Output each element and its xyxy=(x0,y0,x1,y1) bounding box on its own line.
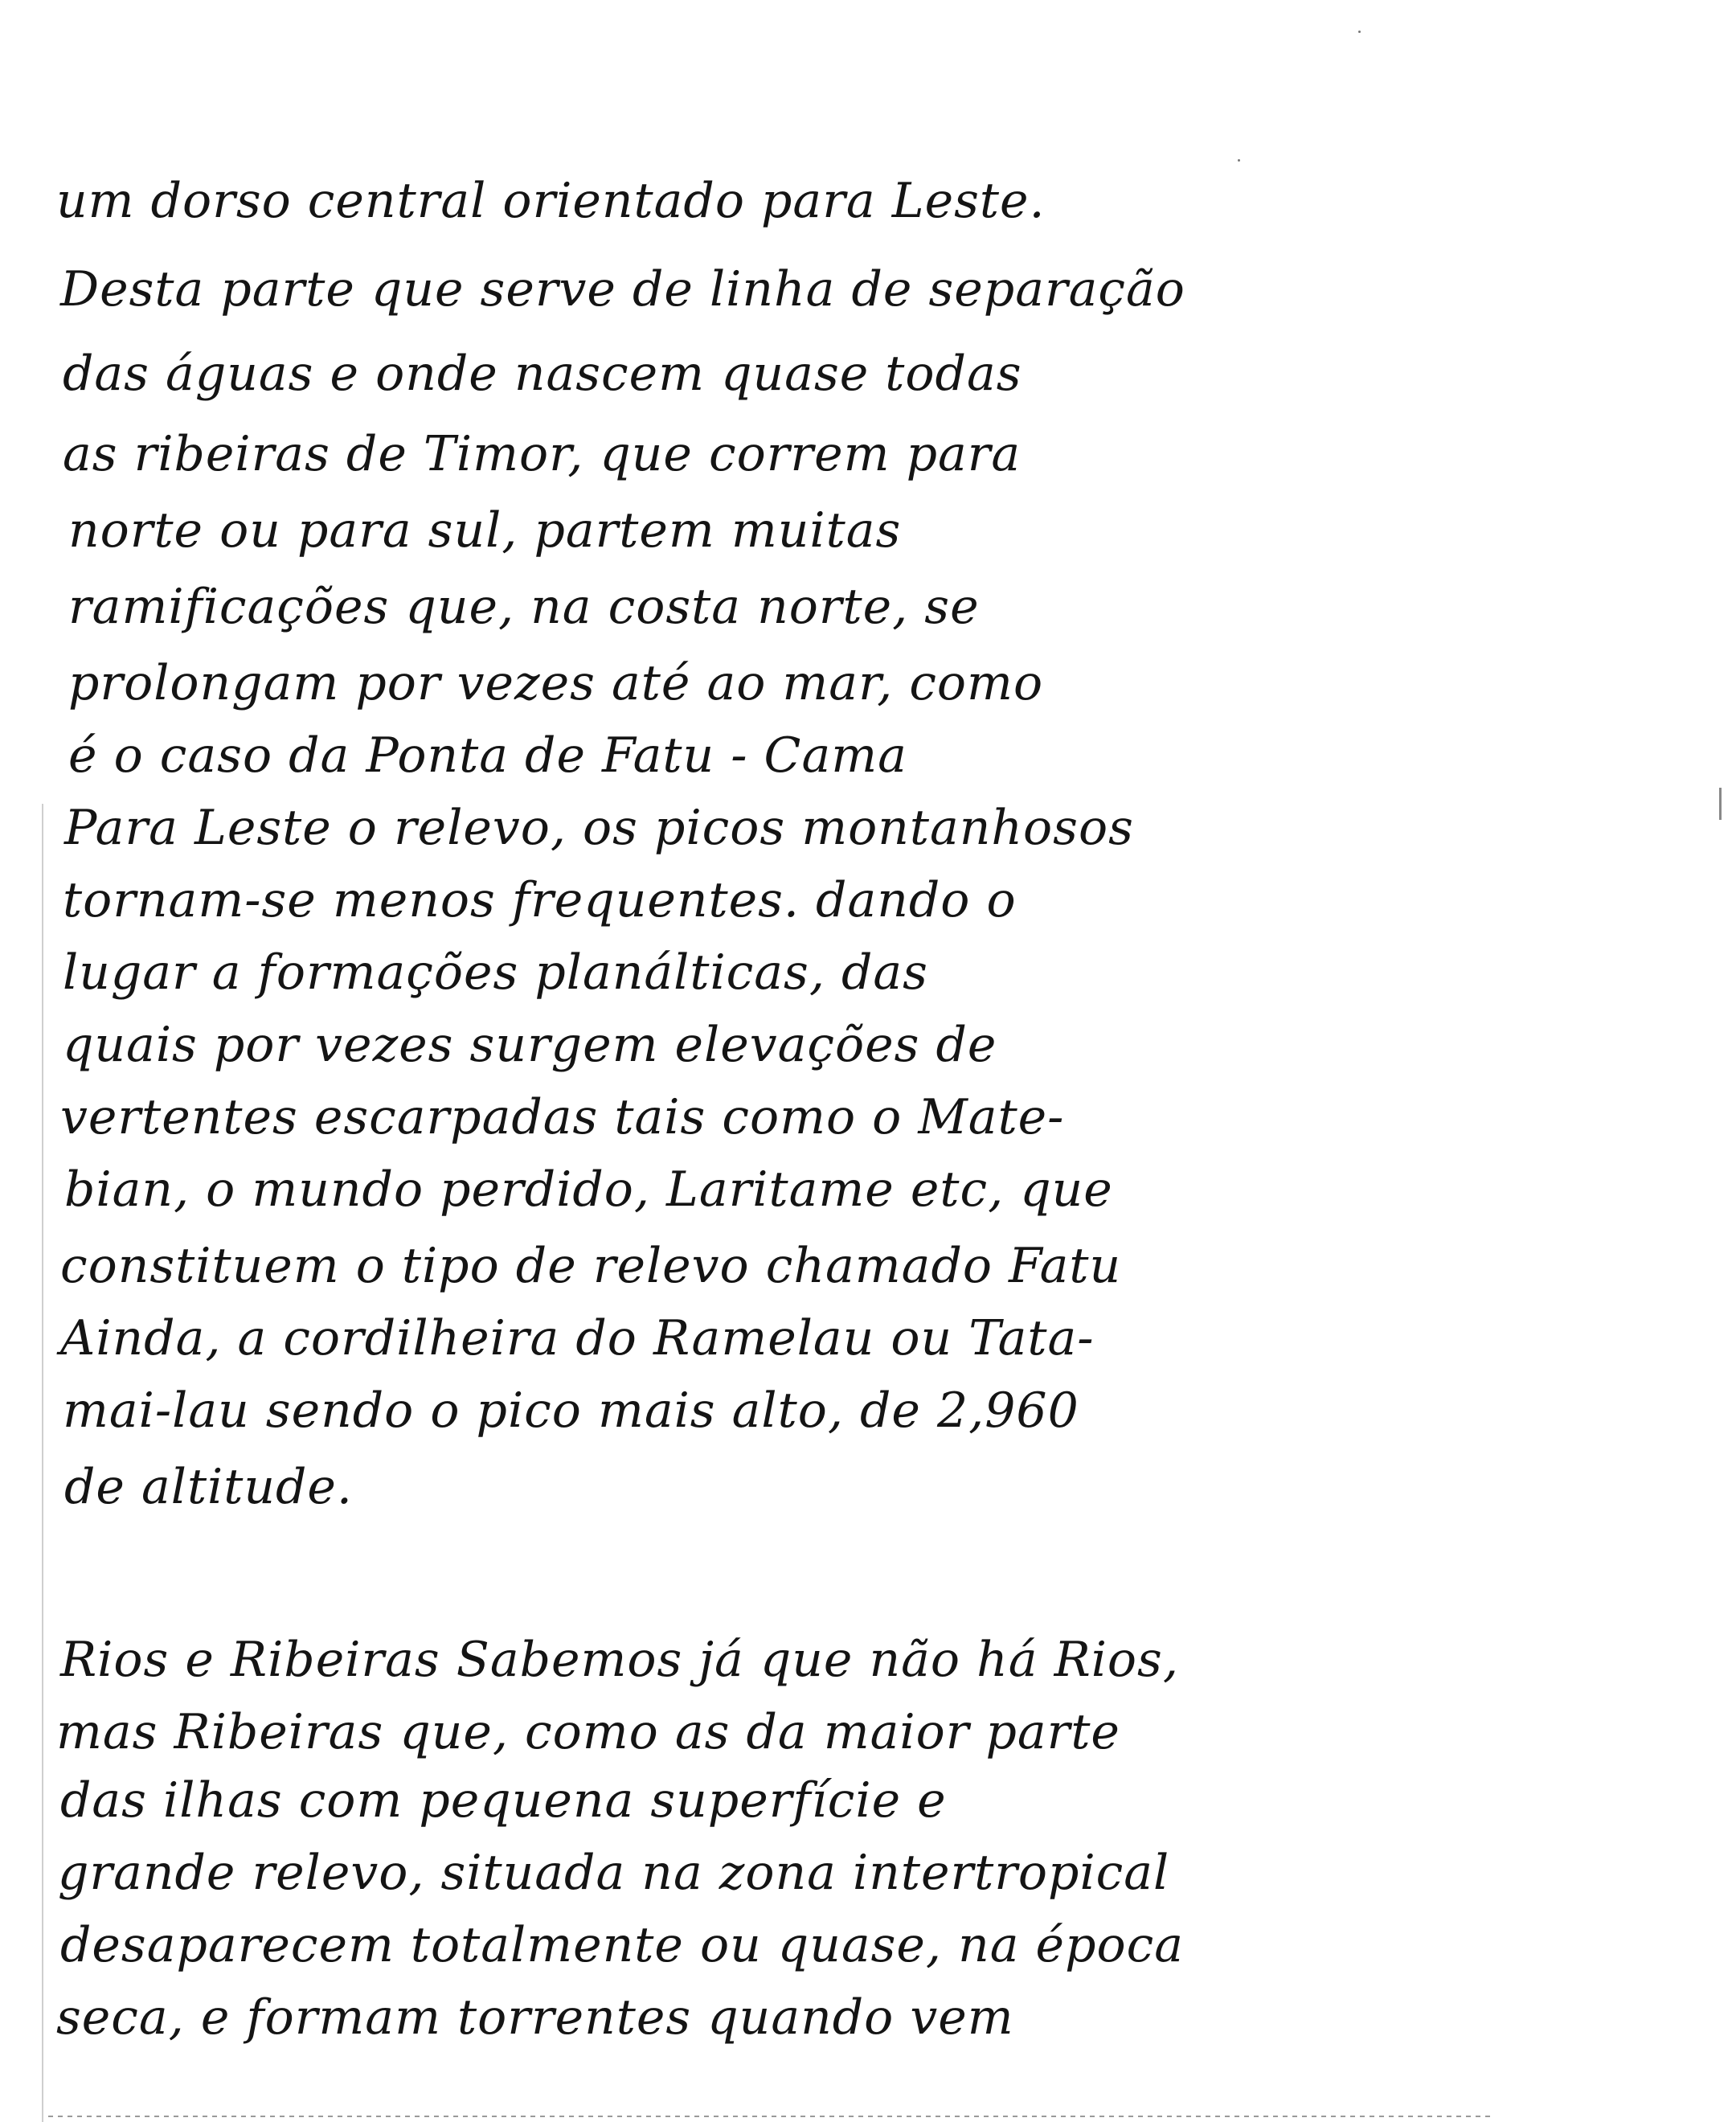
text-line: seca, e formam torrentes quando vem xyxy=(56,1989,1014,2046)
text-line: das águas e onde nascem quase todas xyxy=(63,346,1022,402)
text-line: tornam-se menos frequentes. dando o xyxy=(63,872,1017,928)
text-line: quais por vezes surgem elevações de xyxy=(63,1017,997,1073)
text-line: vertentes escarpadas tais como o Mate- xyxy=(60,1089,1065,1145)
text-line: desaparecem totalmente ou quase, na época xyxy=(60,1917,1184,1973)
text-line: bian, o mundo perdido, Laritame etc, que xyxy=(64,1161,1113,1218)
text-line: é o caso da Ponta de Fatu - Cama xyxy=(68,727,907,784)
text-line: Rios e Ribeiras Sabemos já que não há Rios, xyxy=(60,1632,1179,1688)
text-line: ramificações que, na costa norte, se xyxy=(68,579,980,635)
text-line: um dorso central orientado para Leste. xyxy=(56,173,1046,229)
text-line: lugar a formações planálticas, das xyxy=(63,944,928,1001)
text-line: de altitude. xyxy=(64,1459,353,1515)
text-line: grande relevo, situada na zona intertropical xyxy=(58,1845,1170,1901)
text-line: as ribeiras de Timor, que correm para xyxy=(63,426,1022,482)
text-line: Ainda, a cordilheira do Ramelau ou Tata- xyxy=(60,1310,1095,1366)
text-line: constituem o tipo de relevo chamado Fatu xyxy=(60,1238,1122,1294)
text-line: norte ou para sul, partem muitas xyxy=(68,502,902,559)
text-line: mai-lau sendo o pico mais alto, de 2,960 xyxy=(63,1383,1079,1439)
text-line: mas Ribeiras que, como as da maior parte xyxy=(56,1704,1120,1760)
text-line: prolongam por vezes até ao mar, como xyxy=(68,655,1044,711)
text-line: das ilhas com pequena superfície e xyxy=(60,1772,947,1829)
text-line: Para Leste o relevo, os picos montanhosos xyxy=(64,800,1134,856)
text-line: Desta parte que serve de linha de separação xyxy=(60,261,1185,317)
